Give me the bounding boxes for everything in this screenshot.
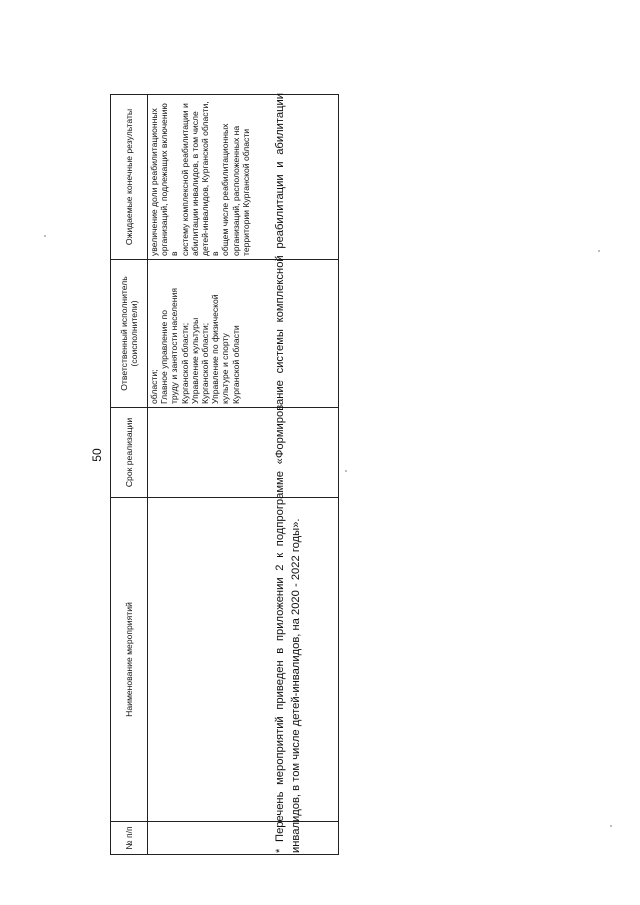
scan-speck [610,825,612,827]
scan-speck [44,235,46,237]
header-name: Наименование мероприятий [111,498,148,822]
footnote: * Перечень мероприятий приведен в приложении 2 к подпрограмме «Формирование системы комплексной реабилитации и абилитации инвалидов, в том числе детей-инвалидов, на 2020 - 2022 годы». [274,93,302,853]
header-executor: Ответственный исполнитель (соисполнители) [111,260,148,408]
cell-executor: области; Главное управление по труду и занятости населения Курганской области; Управление культуры Курганской области; Управление по физической культуре и спорту Курганской области [148,260,339,408]
activities-table [110,94,339,855]
header-term: Срок реализации [111,408,148,498]
header-number: № п/п [111,822,148,855]
cell-name [148,498,339,822]
scan-speck [598,250,600,252]
cell-term [148,408,339,498]
cell-results: увеличение доли реабилитационных организаций, подлежащих включению в систему комплексной реабилитации и абилитации инвалидов, в том числе детей-инвалидов, Курганской области, в общем числе реабилитационных организаций, расположенных на территории Курганской области [148,95,339,260]
scan-speck [345,470,347,472]
table-header-row [111,95,148,855]
table-row [148,95,339,855]
page-number: 50 [90,448,104,462]
cell-number [148,822,339,855]
header-results: Ожидаемые конечные результаты [111,95,148,260]
